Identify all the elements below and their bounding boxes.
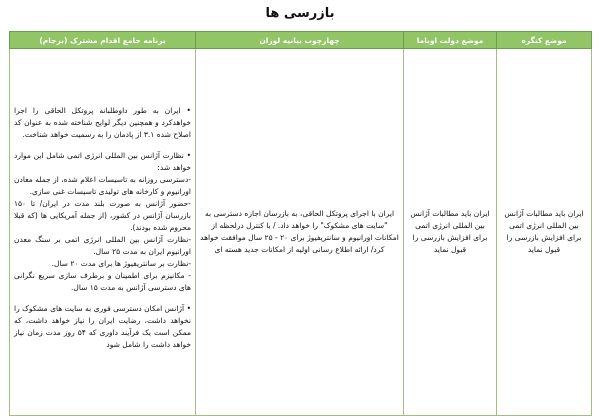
page-title: بازرسی ها (265, 6, 335, 21)
cell-jcpoa (10, 49, 196, 416)
comparison-table (9, 31, 592, 416)
jcpoa-line: -نظارت بر سانتریفیوژ ها برای مدت ۲۰ سال. (51, 258, 191, 268)
jcpoa-line: -نظارت آژانس بین المللی انرژی اتمی بر سنگ معدن اورانیوم ایران به مدت ۲۵ سال. (14, 234, 191, 256)
header-lausanne: چهارچوب بیانیه لوزان (196, 32, 404, 49)
jcpoa-line: • نظارت آژانس بین المللی انرژی اتمی شامل این موارد خواهد شد: (14, 150, 191, 172)
jcpoa-block-1 (14, 105, 191, 141)
cell-obama: ایران باید مطالبات آژانس بین المللی انرژی اتمی برای افزایش بازرسی را قبول نماید (404, 49, 497, 416)
header-obama: موضع دولت اوباما (404, 32, 497, 49)
table-header-row (10, 32, 592, 49)
jcpoa-line: -حضور آژانس به صورت بلند مدت در ایران/ تا ۱۵۰ بازرسان آژانس در کشور، (از جمله آمریکایی ها (که قبلا محروم شده بودند). (14, 198, 191, 232)
jcpoa-block-2 (14, 150, 191, 294)
cell-lausanne: ایران با اجرای پروتکل الحاقی، به بازرسان اجازه دسترسی به "سایت های مشکوک" را خواهد داد. / با کنترل درلحظه از امکانات اورانیوم و سانتریفیوژ برای ۲۰ - ۲۵ سال موافقت خواهد کرد/ ارائه اطلاع رسانی اولیه از امکانات جدید هسته ای (196, 49, 404, 416)
jcpoa-line: • آژانس امکان دسترسی فوری به سایت های مشکوک را نخواهد داشت، رضایت ایران را نیاز خواهد داشت، که ممکن است یک فرآیند داوری که ۵۴ روز مدت زمان نیاز خواهد داشت را شامل شود (14, 303, 191, 349)
header-jcpoa: برنامه جامع اقدام مشترک (برجام) (10, 32, 196, 49)
jcpoa-line: - مکانیزم برای اطمینان و برطرف سازی سریع نگرانی های دسترسی آژانس به مدت ۱۵ سال. (14, 270, 191, 292)
header-congress: موضع کنگره (497, 32, 592, 49)
jcpoa-line: • ایران به طور داوطلبانه پروتکل الحاقی را اجرا خواهدکرد و همچنین دیگر لوایح شناخته شده به عنوان کد اصلاح شده ۳.۱ از پادمان را به رسمیت خواهد شناخت. (14, 105, 191, 139)
table-row (10, 49, 592, 416)
cell-congress: ایران باید مطالبات آژانس بین المللی انرژی اتمی برای افزایش بازرسی را قبول نماید (497, 49, 592, 416)
jcpoa-block-3 (14, 303, 191, 351)
jcpoa-line: -دسترسی روزانه به تاسیسات اعلام شده، از جمله معادن اورانیوم و کارخانه های تولیدی تاسیسات غنی سازی. (14, 174, 191, 196)
